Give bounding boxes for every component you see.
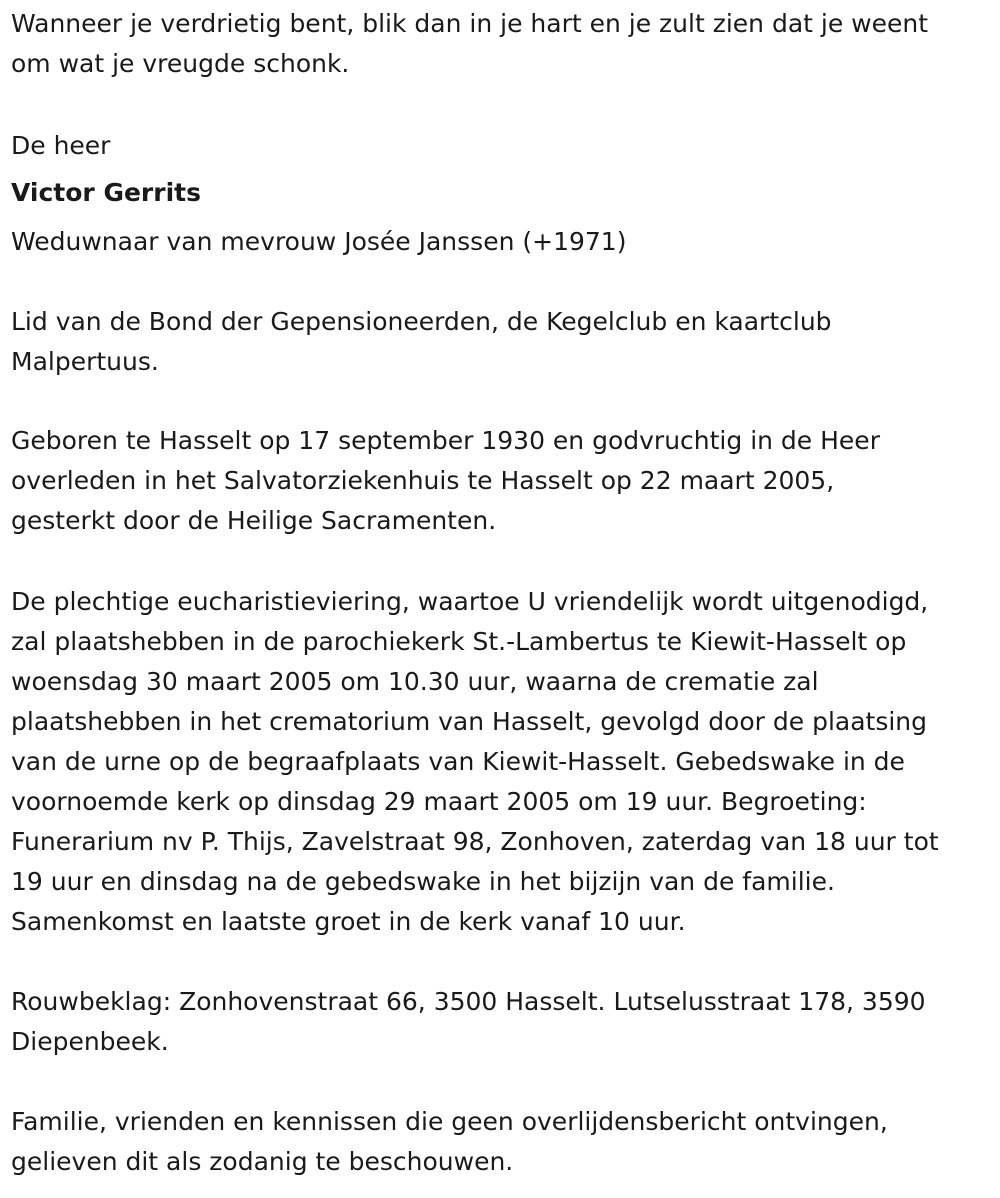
widower-line: Weduwnaar van mevrouw Josée Janssen (+1971) [11, 227, 627, 256]
honorific-title: De heer [11, 131, 111, 160]
opening-quote: Wanneer je verdrietig bent, blik dan in je hart en je zult zien dat je weent om wat je vreugde schonk. [11, 9, 929, 78]
membership-paragraph: Lid van de Bond der Gepensioneerden, de Kegelclub en kaartclub Malpertuus. [11, 307, 832, 376]
family-notice-paragraph: Familie, vrienden en kennissen die geen overlijdensbericht ontvingen, gelieven dit als zodanig te beschouwen. [11, 1107, 888, 1176]
mourning-address-paragraph: Rouwbeklag: Zonhovenstraat 66, 3500 Hasselt. Lutselusstraat 178, 3590 Diepenbeek. [11, 987, 926, 1056]
funeral-service-paragraph: De plechtige eucharistieviering, waartoe U vriendelijk wordt uitgenodigd, zal plaatshebben in de parochiekerk St.-Lambertus te Kiewit-Hasselt op woensdag 30 maart 2005 om 10.30 uur, waarna de crematie zal plaatshebben in het crematorium van Hasselt, gevolgd door de plaatsing van de urne op de begraafplaats van Kiewit-Hasselt. Gebedswake in de voornoemde kerk op dinsdag 29 maart 2005 om 19 uur. Begroeting: Funerarium nv P. Thijs, Zavelstraat 98, Zonhoven, zaterdag van 18 uur tot 19 uur en dinsdag na de gebedswake in het bijzijn van de familie. Samenkomst en laatste groet in de kerk vanaf 10 uur. [11, 587, 939, 936]
deceased-name: Victor Gerrits [11, 178, 201, 207]
birth-death-paragraph: Geboren te Hasselt op 17 september 1930 en godvruchtig in de Heer overleden in het Salvatorziekenhuis te Hasselt op 22 maart 2005, gesterkt door de Heilige Sacramenten. [11, 426, 880, 535]
